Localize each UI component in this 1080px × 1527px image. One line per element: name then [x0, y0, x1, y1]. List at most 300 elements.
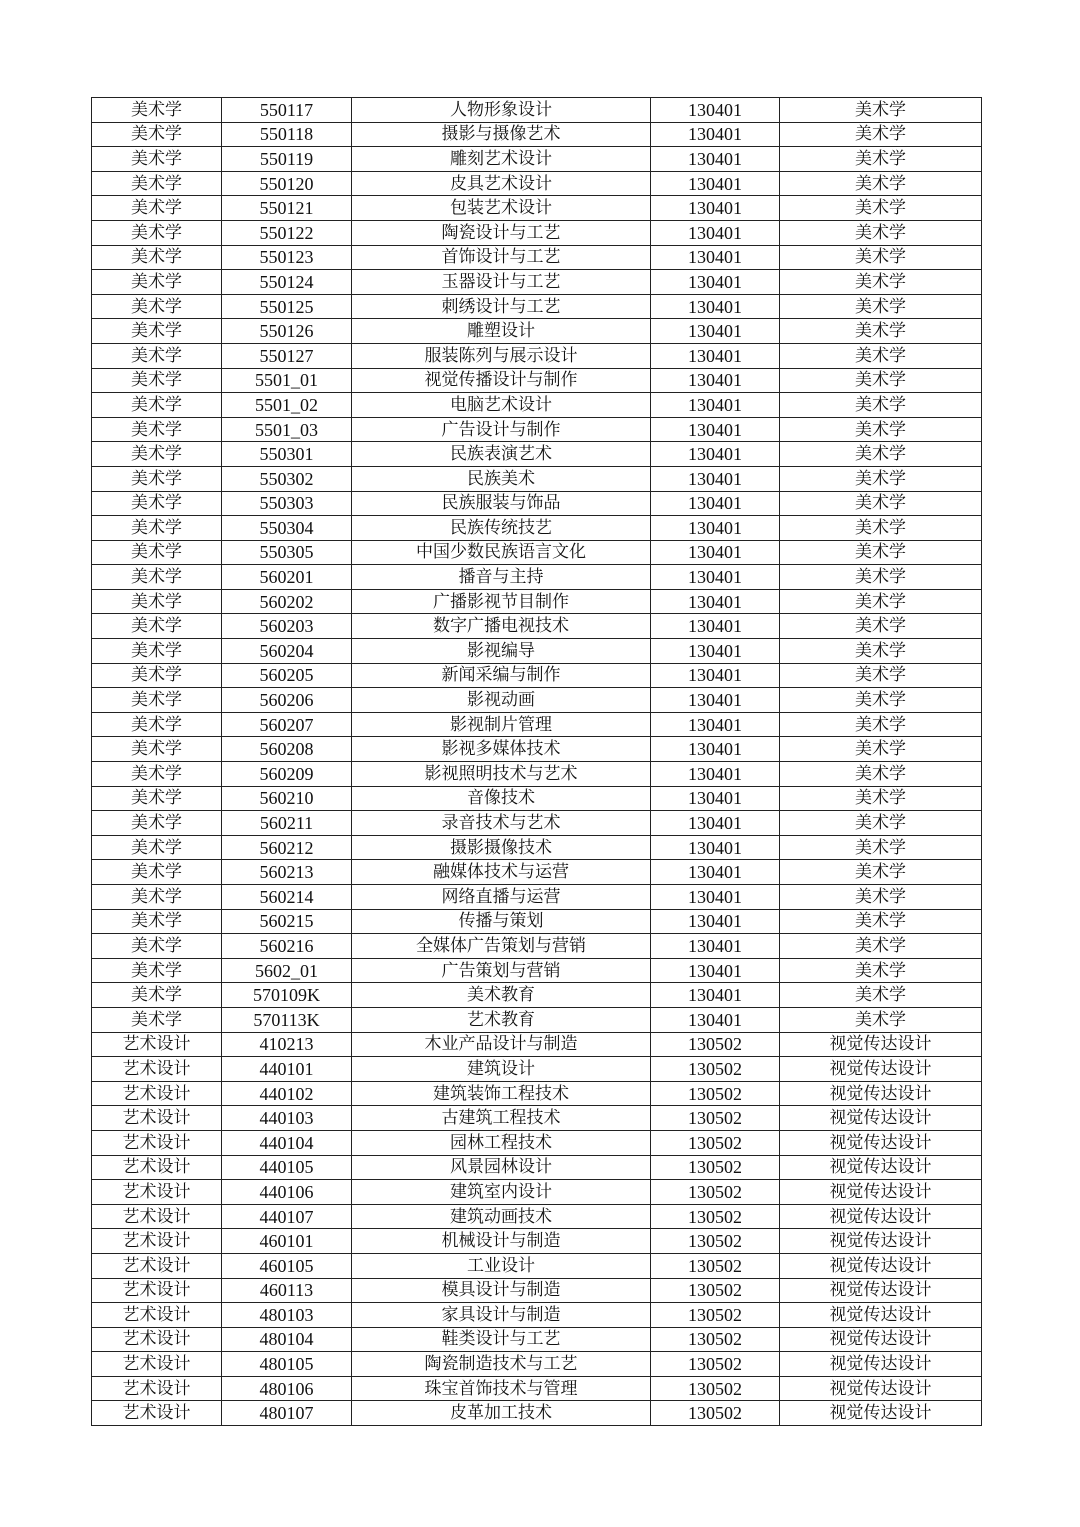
- table-row: [92, 737, 982, 762]
- table-row: [92, 319, 982, 344]
- major-name-cell: 美术教育: [352, 983, 651, 1008]
- table-row: [92, 1007, 982, 1032]
- major-code-cell: 440107: [222, 1204, 352, 1229]
- major-code-cell: 440104: [222, 1130, 352, 1155]
- category-cell: 艺术设计: [92, 1106, 222, 1131]
- major-code-cell: 570109K: [222, 983, 352, 1008]
- major-name-cell: 包装艺术设计: [352, 196, 651, 221]
- major-name-cell: 建筑设计: [352, 1057, 651, 1082]
- major-name-cell: 民族服装与饰品: [352, 491, 651, 516]
- target-major-cell: 美术学: [780, 688, 982, 713]
- target-major-cell: 视觉传达设计: [780, 1303, 982, 1328]
- major-code-cell: 560212: [222, 835, 352, 860]
- table-row: [92, 171, 982, 196]
- major-name-cell: 摄影摄像技术: [352, 835, 651, 860]
- target-major-cell: 美术学: [780, 417, 982, 442]
- category-cell: 美术学: [92, 934, 222, 959]
- target-major-cell: 美术学: [780, 811, 982, 836]
- target-code-cell: 130401: [651, 294, 780, 319]
- major-name-cell: 摄影与摄像艺术: [352, 122, 651, 147]
- table-row: [92, 270, 982, 295]
- major-name-cell: 电脑艺术设计: [352, 393, 651, 418]
- major-name-cell: 民族表演艺术: [352, 442, 651, 467]
- table-row: [92, 589, 982, 614]
- target-major-cell: 美术学: [780, 737, 982, 762]
- major-code-cell: 560201: [222, 565, 352, 590]
- target-code-cell: 130401: [651, 516, 780, 541]
- major-name-cell: 雕刻艺术设计: [352, 147, 651, 172]
- major-name-cell: 录音技术与艺术: [352, 811, 651, 836]
- target-code-cell: 130401: [651, 319, 780, 344]
- category-cell: 美术学: [92, 909, 222, 934]
- category-cell: 艺术设计: [92, 1155, 222, 1180]
- target-code-cell: 130401: [651, 1007, 780, 1032]
- major-code-cell: 550124: [222, 270, 352, 295]
- major-name-cell: 鞋类设计与工艺: [352, 1327, 651, 1352]
- target-code-cell: 130502: [651, 1155, 780, 1180]
- target-code-cell: 130401: [651, 958, 780, 983]
- major-code-cell: 560214: [222, 885, 352, 910]
- target-major-cell: 视觉传达设计: [780, 1278, 982, 1303]
- major-name-cell: 家具设计与制造: [352, 1303, 651, 1328]
- target-code-cell: 130502: [651, 1401, 780, 1426]
- category-cell: 美术学: [92, 196, 222, 221]
- major-code-cell: 410213: [222, 1032, 352, 1057]
- table-row: [92, 1155, 982, 1180]
- category-cell: 艺术设计: [92, 1327, 222, 1352]
- target-major-cell: 视觉传达设计: [780, 1155, 982, 1180]
- target-major-cell: 美术学: [780, 393, 982, 418]
- target-code-cell: 130401: [651, 171, 780, 196]
- major-code-cell: 550126: [222, 319, 352, 344]
- category-cell: 美术学: [92, 614, 222, 639]
- target-code-cell: 130401: [651, 885, 780, 910]
- category-cell: 美术学: [92, 466, 222, 491]
- category-cell: 美术学: [92, 589, 222, 614]
- major-code-cell: 550122: [222, 220, 352, 245]
- table-row: [92, 1278, 982, 1303]
- major-code-cell: 550120: [222, 171, 352, 196]
- target-code-cell: 130401: [651, 565, 780, 590]
- target-code-cell: 130401: [651, 589, 780, 614]
- table-row: [92, 294, 982, 319]
- major-code-cell: 560216: [222, 934, 352, 959]
- major-code-cell: 460105: [222, 1253, 352, 1278]
- major-code-cell: 560208: [222, 737, 352, 762]
- target-code-cell: 130401: [651, 343, 780, 368]
- target-major-cell: 视觉传达设计: [780, 1376, 982, 1401]
- major-name-cell: 风景园林设计: [352, 1155, 651, 1180]
- major-name-cell: 皮革加工技术: [352, 1401, 651, 1426]
- category-cell: 美术学: [92, 147, 222, 172]
- major-code-cell: 550302: [222, 466, 352, 491]
- table-row: [92, 122, 982, 147]
- major-name-cell: 建筑装饰工程技术: [352, 1081, 651, 1106]
- category-cell: 美术学: [92, 885, 222, 910]
- table-row: [92, 196, 982, 221]
- target-code-cell: 130401: [651, 491, 780, 516]
- table-row: [92, 860, 982, 885]
- major-name-cell: 首饰设计与工艺: [352, 245, 651, 270]
- table-row: [92, 934, 982, 959]
- major-name-cell: 服装陈列与展示设计: [352, 343, 651, 368]
- category-cell: 艺术设计: [92, 1352, 222, 1377]
- major-code-cell: 560203: [222, 614, 352, 639]
- table-row: [92, 368, 982, 393]
- table-row: [92, 1057, 982, 1082]
- category-cell: 美术学: [92, 540, 222, 565]
- target-code-cell: 130401: [651, 688, 780, 713]
- target-major-cell: 美术学: [780, 368, 982, 393]
- target-major-cell: 视觉传达设计: [780, 1180, 982, 1205]
- target-code-cell: 130401: [651, 417, 780, 442]
- table-body: [92, 98, 982, 1426]
- table-row: [92, 1106, 982, 1131]
- major-name-cell: 建筑室内设计: [352, 1180, 651, 1205]
- major-name-cell: 建筑动画技术: [352, 1204, 651, 1229]
- category-cell: 美术学: [92, 245, 222, 270]
- major-code-cell: 550303: [222, 491, 352, 516]
- category-cell: 美术学: [92, 98, 222, 123]
- major-name-cell: 民族传统技艺: [352, 516, 651, 541]
- target-major-cell: 美术学: [780, 491, 982, 516]
- major-name-cell: 玉器设计与工艺: [352, 270, 651, 295]
- table-row: [92, 393, 982, 418]
- major-name-cell: 陶瓷设计与工艺: [352, 220, 651, 245]
- major-code-cell: 550127: [222, 343, 352, 368]
- table-row: [92, 1376, 982, 1401]
- major-code-cell: 560213: [222, 860, 352, 885]
- target-code-cell: 130502: [651, 1327, 780, 1352]
- target-code-cell: 130502: [651, 1081, 780, 1106]
- category-cell: 艺术设计: [92, 1278, 222, 1303]
- table-row: [92, 811, 982, 836]
- major-code-cell: 480103: [222, 1303, 352, 1328]
- target-code-cell: 130401: [651, 762, 780, 787]
- target-major-cell: 视觉传达设计: [780, 1032, 982, 1057]
- major-name-cell: 视觉传播设计与制作: [352, 368, 651, 393]
- target-major-cell: 视觉传达设计: [780, 1081, 982, 1106]
- major-name-cell: 中国少数民族语言文化: [352, 540, 651, 565]
- target-code-cell: 130401: [651, 393, 780, 418]
- major-name-cell: 影视编导: [352, 639, 651, 664]
- target-major-cell: 视觉传达设计: [780, 1352, 982, 1377]
- target-code-cell: 130502: [651, 1352, 780, 1377]
- category-cell: 艺术设计: [92, 1057, 222, 1082]
- table-row: [92, 1401, 982, 1426]
- target-major-cell: 美术学: [780, 860, 982, 885]
- major-code-cell: 440105: [222, 1155, 352, 1180]
- table-row: [92, 1327, 982, 1352]
- target-major-cell: 美术学: [780, 835, 982, 860]
- major-mapping-table: [91, 97, 982, 1426]
- major-name-cell: 全媒体广告策划与营销: [352, 934, 651, 959]
- table-row: [92, 762, 982, 787]
- target-code-cell: 130401: [651, 98, 780, 123]
- target-code-cell: 130502: [651, 1130, 780, 1155]
- category-cell: 美术学: [92, 393, 222, 418]
- major-code-cell: 560207: [222, 712, 352, 737]
- category-cell: 美术学: [92, 835, 222, 860]
- table-row: [92, 1352, 982, 1377]
- target-code-cell: 130401: [651, 196, 780, 221]
- major-name-cell: 模具设计与制造: [352, 1278, 651, 1303]
- category-cell: 美术学: [92, 516, 222, 541]
- table-row: [92, 147, 982, 172]
- target-code-cell: 130401: [651, 811, 780, 836]
- major-name-cell: 广播影视节目制作: [352, 589, 651, 614]
- category-cell: 艺术设计: [92, 1303, 222, 1328]
- target-major-cell: 美术学: [780, 220, 982, 245]
- major-code-cell: 460101: [222, 1229, 352, 1254]
- major-code-cell: 480105: [222, 1352, 352, 1377]
- category-cell: 美术学: [92, 442, 222, 467]
- table-row: [92, 220, 982, 245]
- table-row: [92, 565, 982, 590]
- major-name-cell: 雕塑设计: [352, 319, 651, 344]
- table-row: [92, 786, 982, 811]
- table-row: [92, 516, 982, 541]
- major-code-cell: 560215: [222, 909, 352, 934]
- major-code-cell: 550121: [222, 196, 352, 221]
- target-major-cell: 美术学: [780, 171, 982, 196]
- target-major-cell: 美术学: [780, 98, 982, 123]
- target-major-cell: 视觉传达设计: [780, 1106, 982, 1131]
- target-code-cell: 130502: [651, 1303, 780, 1328]
- category-cell: 美术学: [92, 737, 222, 762]
- target-major-cell: 美术学: [780, 294, 982, 319]
- major-code-cell: 550119: [222, 147, 352, 172]
- target-major-cell: 美术学: [780, 762, 982, 787]
- category-cell: 美术学: [92, 343, 222, 368]
- target-code-cell: 130401: [651, 442, 780, 467]
- target-major-cell: 美术学: [780, 786, 982, 811]
- target-code-cell: 130401: [651, 934, 780, 959]
- target-major-cell: 美术学: [780, 614, 982, 639]
- target-major-cell: 美术学: [780, 958, 982, 983]
- major-name-cell: 古建筑工程技术: [352, 1106, 651, 1131]
- major-name-cell: 影视动画: [352, 688, 651, 713]
- target-major-cell: 美术学: [780, 516, 982, 541]
- target-code-cell: 130502: [651, 1106, 780, 1131]
- major-name-cell: 网络直播与运营: [352, 885, 651, 910]
- major-code-cell: 480104: [222, 1327, 352, 1352]
- category-cell: 美术学: [92, 319, 222, 344]
- target-major-cell: 美术学: [780, 540, 982, 565]
- table-row: [92, 98, 982, 123]
- major-code-cell: 560210: [222, 786, 352, 811]
- major-code-cell: 560211: [222, 811, 352, 836]
- table-row: [92, 1081, 982, 1106]
- table-row: [92, 442, 982, 467]
- target-major-cell: 美术学: [780, 319, 982, 344]
- category-cell: 艺术设计: [92, 1401, 222, 1426]
- category-cell: 美术学: [92, 1007, 222, 1032]
- target-code-cell: 130401: [651, 909, 780, 934]
- target-major-cell: 美术学: [780, 565, 982, 590]
- major-code-cell: 560205: [222, 663, 352, 688]
- target-code-cell: 130401: [651, 270, 780, 295]
- category-cell: 美术学: [92, 786, 222, 811]
- target-major-cell: 视觉传达设计: [780, 1327, 982, 1352]
- target-major-cell: 美术学: [780, 934, 982, 959]
- category-cell: 美术学: [92, 171, 222, 196]
- category-cell: 美术学: [92, 860, 222, 885]
- major-code-cell: 550301: [222, 442, 352, 467]
- category-cell: 艺术设计: [92, 1204, 222, 1229]
- target-major-cell: 美术学: [780, 270, 982, 295]
- target-code-cell: 130401: [651, 983, 780, 1008]
- target-code-cell: 130401: [651, 614, 780, 639]
- major-name-cell: 传播与策划: [352, 909, 651, 934]
- table-row: [92, 1130, 982, 1155]
- major-name-cell: 数字广播电视技术: [352, 614, 651, 639]
- major-code-cell: 550125: [222, 294, 352, 319]
- category-cell: 美术学: [92, 639, 222, 664]
- category-cell: 美术学: [92, 983, 222, 1008]
- major-code-cell: 550304: [222, 516, 352, 541]
- major-name-cell: 木业产品设计与制造: [352, 1032, 651, 1057]
- major-name-cell: 广告策划与营销: [352, 958, 651, 983]
- target-major-cell: 美术学: [780, 639, 982, 664]
- table-row: [92, 958, 982, 983]
- table-row: [92, 835, 982, 860]
- category-cell: 美术学: [92, 688, 222, 713]
- major-name-cell: 新闻采编与制作: [352, 663, 651, 688]
- table-row: [92, 245, 982, 270]
- table-row: [92, 491, 982, 516]
- target-code-cell: 130401: [651, 835, 780, 860]
- target-code-cell: 130502: [651, 1057, 780, 1082]
- major-name-cell: 刺绣设计与工艺: [352, 294, 651, 319]
- major-code-cell: 440101: [222, 1057, 352, 1082]
- category-cell: 美术学: [92, 368, 222, 393]
- target-code-cell: 130401: [651, 147, 780, 172]
- target-code-cell: 130401: [651, 712, 780, 737]
- target-code-cell: 130502: [651, 1204, 780, 1229]
- major-name-cell: 播音与主持: [352, 565, 651, 590]
- major-name-cell: 工业设计: [352, 1253, 651, 1278]
- major-code-cell: 570113K: [222, 1007, 352, 1032]
- target-major-cell: 美术学: [780, 442, 982, 467]
- category-cell: 艺术设计: [92, 1229, 222, 1254]
- major-code-cell: 550305: [222, 540, 352, 565]
- target-code-cell: 130401: [651, 220, 780, 245]
- major-code-cell: 550117: [222, 98, 352, 123]
- target-major-cell: 美术学: [780, 196, 982, 221]
- table-row: [92, 614, 982, 639]
- target-code-cell: 130401: [651, 540, 780, 565]
- major-name-cell: 广告设计与制作: [352, 417, 651, 442]
- target-code-cell: 130401: [651, 122, 780, 147]
- target-major-cell: 美术学: [780, 663, 982, 688]
- target-major-cell: 视觉传达设计: [780, 1130, 982, 1155]
- table-row: [92, 909, 982, 934]
- major-name-cell: 影视制片管理: [352, 712, 651, 737]
- major-code-cell: 5501_01: [222, 368, 352, 393]
- target-code-cell: 130401: [651, 245, 780, 270]
- major-code-cell: 440103: [222, 1106, 352, 1131]
- target-major-cell: 美术学: [780, 909, 982, 934]
- major-code-cell: 5501_03: [222, 417, 352, 442]
- table-row: [92, 466, 982, 491]
- table-row: [92, 540, 982, 565]
- target-major-cell: 视觉传达设计: [780, 1401, 982, 1426]
- target-code-cell: 130502: [651, 1180, 780, 1205]
- major-code-cell: 440102: [222, 1081, 352, 1106]
- major-name-cell: 音像技术: [352, 786, 651, 811]
- target-major-cell: 美术学: [780, 983, 982, 1008]
- major-code-cell: 440106: [222, 1180, 352, 1205]
- major-name-cell: 融媒体技术与运营: [352, 860, 651, 885]
- category-cell: 美术学: [92, 958, 222, 983]
- major-name-cell: 影视多媒体技术: [352, 737, 651, 762]
- category-cell: 艺术设计: [92, 1376, 222, 1401]
- major-code-cell: 5501_02: [222, 393, 352, 418]
- major-code-cell: 480107: [222, 1401, 352, 1426]
- target-code-cell: 130401: [651, 639, 780, 664]
- category-cell: 艺术设计: [92, 1130, 222, 1155]
- target-major-cell: 美术学: [780, 885, 982, 910]
- target-major-cell: 美术学: [780, 1007, 982, 1032]
- table-row: [92, 1303, 982, 1328]
- category-cell: 美术学: [92, 294, 222, 319]
- major-code-cell: 560202: [222, 589, 352, 614]
- major-name-cell: 人物形象设计: [352, 98, 651, 123]
- table-row: [92, 712, 982, 737]
- table-row: [92, 639, 982, 664]
- major-name-cell: 影视照明技术与艺术: [352, 762, 651, 787]
- table-row: [92, 1180, 982, 1205]
- category-cell: 美术学: [92, 565, 222, 590]
- major-code-cell: 560204: [222, 639, 352, 664]
- table-row: [92, 1229, 982, 1254]
- target-code-cell: 130401: [651, 368, 780, 393]
- category-cell: 艺术设计: [92, 1253, 222, 1278]
- table-row: [92, 417, 982, 442]
- major-name-cell: 珠宝首饰技术与管理: [352, 1376, 651, 1401]
- category-cell: 美术学: [92, 762, 222, 787]
- major-name-cell: 陶瓷制造技术与工艺: [352, 1352, 651, 1377]
- table-row: [92, 343, 982, 368]
- target-major-cell: 视觉传达设计: [780, 1253, 982, 1278]
- target-major-cell: 美术学: [780, 147, 982, 172]
- category-cell: 美术学: [92, 417, 222, 442]
- target-major-cell: 美术学: [780, 122, 982, 147]
- table-row: [92, 663, 982, 688]
- category-cell: 美术学: [92, 270, 222, 295]
- category-cell: 艺术设计: [92, 1032, 222, 1057]
- major-code-cell: 460113: [222, 1278, 352, 1303]
- target-major-cell: 视觉传达设计: [780, 1204, 982, 1229]
- table-row: [92, 983, 982, 1008]
- category-cell: 艺术设计: [92, 1081, 222, 1106]
- target-major-cell: 美术学: [780, 466, 982, 491]
- target-major-cell: 视觉传达设计: [780, 1229, 982, 1254]
- table-row: [92, 1032, 982, 1057]
- major-name-cell: 艺术教育: [352, 1007, 651, 1032]
- target-code-cell: 130401: [651, 663, 780, 688]
- major-name-cell: 皮具艺术设计: [352, 171, 651, 196]
- major-code-cell: 560209: [222, 762, 352, 787]
- table-row: [92, 1204, 982, 1229]
- major-code-cell: 550123: [222, 245, 352, 270]
- category-cell: 美术学: [92, 220, 222, 245]
- target-major-cell: 美术学: [780, 589, 982, 614]
- target-code-cell: 130502: [651, 1278, 780, 1303]
- major-name-cell: 民族美术: [352, 466, 651, 491]
- target-code-cell: 130502: [651, 1253, 780, 1278]
